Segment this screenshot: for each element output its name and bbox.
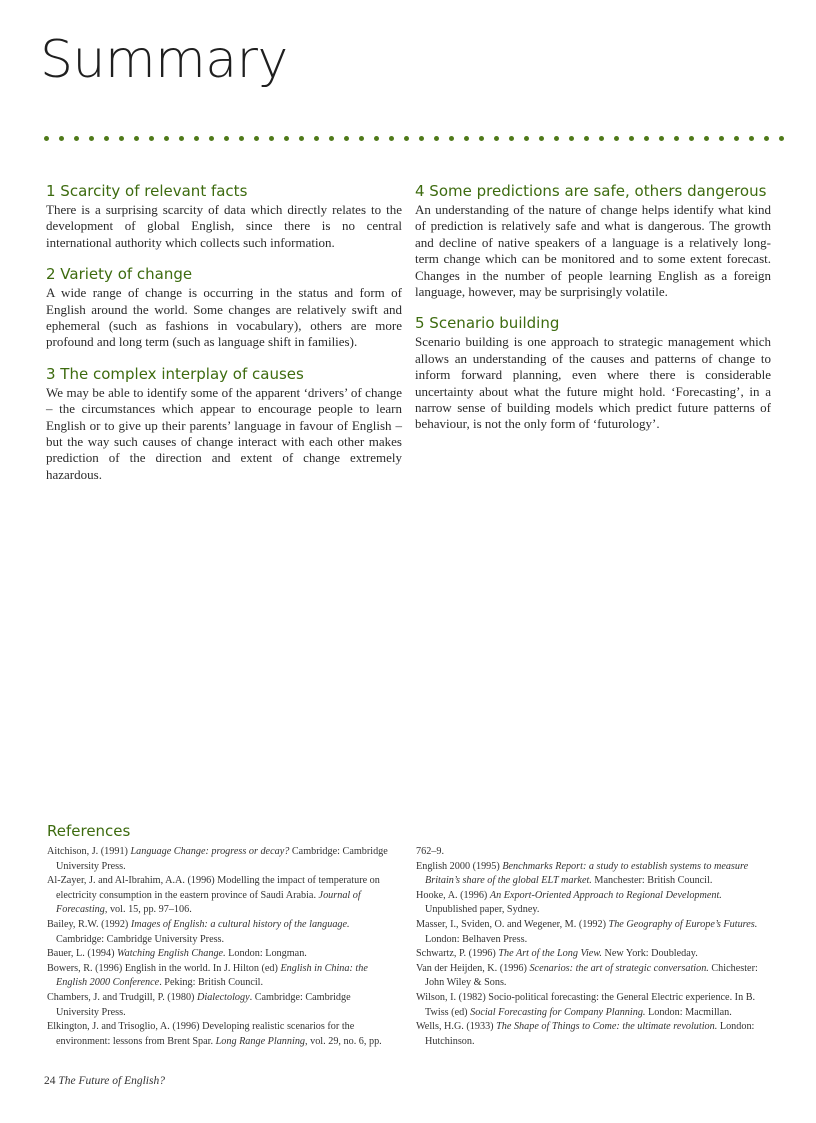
divider-dot [539,136,544,141]
divider-dot [659,136,664,141]
section-4 [415,182,771,300]
divider-dot [269,136,274,141]
divider-dot [434,136,439,141]
reference-text: Unpublished paper, Sydney. [425,904,540,916]
reference-entry [416,991,774,1020]
reference-text: New York: Doubleday. [601,948,698,960]
divider-dot [329,136,334,141]
references-right-column [416,845,774,1049]
section-2 [46,265,402,351]
reference-text: Wilson, I. (1982) Socio-political forecasting: the General Electric experience. In B. Twiss (ed) [416,991,756,1018]
divider-dot [584,136,589,141]
divider-dot [74,136,79,141]
reference-entry [416,889,774,918]
reference-text: Wells, H.G. (1933) [416,1021,497,1033]
reference-title: Images of English: a cultural history of the language. [130,918,350,930]
divider-dot [404,136,409,141]
divider-dot [689,136,694,141]
reference-title: Benchmarks Report: a study to establish systems to measure Britain’s share of the global ELT market. [425,860,749,887]
reference-text: Al-Zayer, J. and Al-Ibrahim, A.A. (1996) Modelling the impact of temperature on electricity consumption in the eastern province of Saudi Arabia. [47,875,380,901]
divider-dot [239,136,244,141]
divider-dot [179,136,184,141]
section-body: A wide range of change is occurring in the status and form of English around the world. Some changes are relatively swift and ephemeral (such as fashions in vocabulary), others are more profound and long term (such as language shift in families). [46,285,402,350]
right-column [415,182,771,447]
reference-text: Manchester: British Council. [591,875,713,887]
reference-entry [47,845,395,874]
section-body: We may be able to identify some of the apparent ‘drivers’ of change – the circumstances which appear to encourage people to learn English or to give up their parents’ language in favour of English – but the way such causes of change interact with each other makes prediction of the direction and extent of change extremely hazardous. [46,384,402,482]
reference-title: Journal of Forecasting [56,889,361,916]
divider-dot [299,136,304,141]
reference-text: , vol. 15, pp. 97–106. [104,904,192,916]
section-3 [46,365,402,483]
section-heading: 4 Some predictions are safe, others dangerous [415,182,767,200]
reference-title: Social Forecasting for Company Planning. [470,1006,646,1018]
divider-dot [89,136,94,141]
divider-dot [44,136,49,141]
divider-dot [749,136,754,141]
reference-text: Bailey, R.W. (1992) [47,918,131,930]
divider-dot [344,136,349,141]
section-5 [415,314,771,432]
reference-text: Chambers, J. and Trudgill, P. (1980) [47,991,197,1003]
reference-text: 762–9. [416,846,445,857]
reference-entry [47,991,395,1020]
reference-text: Cambridge: Cambridge University Press. [56,846,388,872]
dotted-divider [44,136,784,144]
reference-entry [47,947,395,962]
divider-dot [509,136,514,141]
reference-entry [47,918,395,947]
divider-dot [224,136,229,141]
reference-entry [47,874,395,918]
divider-dot [374,136,379,141]
divider-dot [164,136,169,141]
reference-text: Bauer, L. (1994) [47,948,118,960]
reference-title: The Shape of Things to Come: the ultimate revolution. [496,1021,718,1033]
reference-text: . Cambridge: Cambridge University Press. [56,991,351,1018]
reference-text: Van der Heijden, K. (1996) [416,962,530,974]
reference-entry [47,962,395,991]
reference-title: Language Change: progress or decay? [130,846,290,857]
reference-text: . Peking: British Council. [159,977,264,989]
divider-dot [254,136,259,141]
divider-dot [209,136,214,141]
reference-entry [416,1020,774,1049]
section-heading: 5 Scenario building [415,314,560,333]
reference-text: Schwartz, P. (1996) [416,948,499,960]
reference-text: Chichester: John Wiley & Sons. [425,962,758,989]
page-footer [44,1075,165,1087]
divider-dot [764,136,769,141]
references-heading: References [47,822,131,840]
divider-dot [554,136,559,141]
divider-dot [494,136,499,141]
section-body: There is a surprising scarcity of data which directly relates to the development of global English, since there is no central international authority which collects such information. [46,202,402,250]
divider-dot [314,136,319,141]
reference-text: , vol. 29, no. 6, pp. [305,1035,382,1047]
section-heading: 3 The complex interplay of causes [46,364,304,383]
reference-text: London: Longman. [225,948,307,960]
divider-dot [779,136,784,141]
reference-title: English in China: the English 2000 Conference [56,962,368,989]
reference-entry [416,947,774,962]
reference-title: An Export-Oriented Approach to Regional Development. [489,889,722,901]
divider-dot [479,136,484,141]
reference-title: Scenarios: the art of strategic conversation. [529,962,709,974]
divider-dot [389,136,394,141]
reference-text: Bowers, R. (1996) English in the world. In J. Hilton (ed) [47,962,281,974]
reference-title: Dialectology [197,991,250,1003]
reference-title: Long Range Planning [215,1035,306,1047]
left-column [46,182,402,497]
divider-dot [449,136,454,141]
section-1 [46,182,402,251]
page-number: 24 [44,1075,56,1087]
divider-dot [194,136,199,141]
divider-dot [629,136,634,141]
divider-dot [704,136,709,141]
reference-text: London: Hutchinson. [425,1021,755,1047]
reference-entry [47,1020,395,1049]
publication-title: The Future of English? [58,1075,165,1087]
reference-text: Masser, I., Sviden, O. and Wegener, M. (1992) [416,918,609,930]
divider-dot [134,136,139,141]
reference-entry [416,962,774,991]
reference-entry [416,845,774,860]
reference-text: Aitchison, J. (1991) [47,846,131,857]
reference-text: Cambridge: Cambridge University Press. [56,933,225,945]
divider-dot [284,136,289,141]
section-heading: 1 Scarcity of relevant facts [46,182,248,200]
divider-dot [614,136,619,141]
page-title: Summary [40,30,288,90]
reference-text: English 2000 (1995) [416,860,503,872]
section-body: Scenario building is one approach to strategic management which allows an understanding of the causes and patterns of change to inform forward planning, even where there is considerable uncertainty about what the future might hold. ‘Forecasting’, in a narrow sense of building models which predict future patterns of behaviour, is not the only form of ‘futurology’. [415,334,771,432]
divider-dot [464,136,469,141]
section-heading: 2 Variety of change [46,265,193,284]
reference-title: The Art of the Long View. [498,948,602,960]
reference-entry [416,918,774,947]
divider-dot [524,136,529,141]
reference-text: Elkington, J. and Trisoglio, A. (1996) Developing realistic scenarios for the environment: lessons from Brent Spar. [47,1021,355,1047]
divider-dot [119,136,124,141]
reference-text: London: Macmillan. [645,1006,732,1018]
section-body: An understanding of the nature of change helps identify what kind of prediction is relatively safe and what is dangerous. The growth and decline of native speakers of a language is a relatively long-term change which can be monitored and to some extent forecast. Changes in the number of people learning English as a foreign language, however, may be surprisingly volatile. [415,202,771,300]
divider-dot [674,136,679,141]
divider-dot [569,136,574,141]
divider-dot [419,136,424,141]
divider-dot [719,136,724,141]
reference-entry [416,860,774,889]
reference-title: Watching English Change. [117,948,226,960]
divider-dot [644,136,649,141]
divider-dot [734,136,739,141]
divider-dot [59,136,64,141]
divider-dot [104,136,109,141]
reference-text: London: Belhaven Press. [425,933,528,945]
reference-title: The Geography of Europe’s Futures. [608,918,758,930]
divider-dot [599,136,604,141]
references-left-column [47,845,395,1049]
divider-dot [149,136,154,141]
divider-dot [359,136,364,141]
reference-text: Hooke, A. (1996) [416,889,490,901]
